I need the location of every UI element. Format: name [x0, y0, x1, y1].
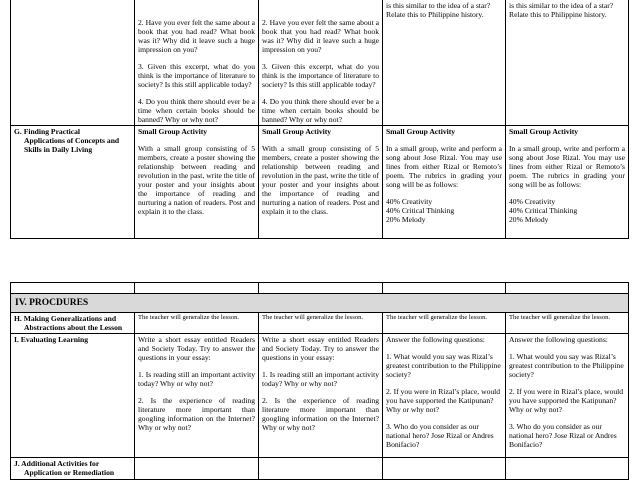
spacer-cell: [259, 283, 383, 294]
activity-title: Small Group Activity: [386, 127, 456, 136]
row-j-cell-2: [259, 458, 383, 480]
activity-title: Small Group Activity: [509, 127, 579, 136]
row-g-label-line3: Skills in Daily Living: [24, 145, 93, 154]
questions-row: [11, 0, 629, 126]
questions-cell-1: [135, 0, 259, 126]
answer-intro: Answer the following questions:: [386, 335, 485, 344]
rubric-item: 40% Creativity: [509, 197, 556, 206]
activity-title: Small Group Activity: [262, 127, 332, 136]
row-i-cell-1: [135, 334, 259, 458]
row-g-cell-4: [506, 126, 629, 239]
row-h-label-line2: Abstractions about the Lesson: [24, 323, 123, 332]
section-heading: [11, 294, 629, 313]
star-question: is this similar to the idea of a star? Relate this to Philippine history.: [509, 1, 614, 19]
spacer-cell: [383, 283, 506, 294]
row-h-label: [11, 313, 135, 334]
answer-question-3: 3. Who do you consider as our national hero? Jose Rizal or Andres Bonifacio?: [509, 422, 617, 449]
row-i-cell-4: [506, 334, 629, 458]
spacer-row: [11, 283, 629, 294]
rubric-item: 40% Critical Thinking: [386, 206, 455, 215]
row-g-label: [11, 126, 135, 239]
row-j-label-line2: Application or Remediation: [24, 468, 115, 477]
rubric-item: 40% Creativity: [386, 197, 433, 206]
row-i-cell-2: [259, 334, 383, 458]
question-3: 3. Given this excerpt, what do you think is the importance of literature to society? Is this still applicable today?: [138, 62, 255, 89]
row-h-cell-2: The teacher will generalize the lesson.: [259, 313, 383, 334]
questions-cell-3: [383, 0, 506, 126]
essay-question-1: 1. Is reading still an important activity today? Why or why not?: [262, 370, 379, 388]
essay-question-2: 2. Is the experience of reading literature more important than googling information on the Internet? Why or why not?: [262, 396, 379, 432]
row-j-cell-3: [383, 458, 506, 480]
answer-question-2: 2. If you were in Rizal’s place, would you have supported the Katipunan? Why or why not?: [509, 387, 624, 414]
answer-question-1: 1. What would you say was Rizal’s greatest contribution to the Philippine society?: [386, 352, 501, 379]
row-h: [11, 313, 629, 334]
row-g: [11, 126, 629, 239]
activity-title: Small Group Activity: [138, 127, 208, 136]
section-number: IV.: [15, 298, 27, 308]
questions-cell-4: [506, 0, 629, 126]
row-j-label: [11, 458, 135, 480]
row-i: [11, 334, 629, 458]
row-h-cell-4: The teacher will generalize the lesson.: [506, 313, 629, 334]
section-heading-row: [11, 294, 629, 313]
song-task: In a small group, write and perform a song about Jose Rizal. You may use lines from either Rizal or Remoto’s poem. The rubrics in grading your song will be as follows:: [509, 144, 625, 189]
row-h-cell-1: The teacher will generalize the lesson.: [135, 313, 259, 334]
row-h-cell-3: The teacher will generalize the lesson.: [383, 313, 506, 334]
star-question: is this similar to the idea of a star? Relate this to Philippine history.: [386, 1, 491, 19]
row-h-label-line1: H. Making Generalizations and: [14, 314, 117, 323]
row-j-cell-1: [135, 458, 259, 480]
lesson-table-procedures: [10, 282, 629, 480]
essay-intro: Write a short essay entitled Readers and Society Today. Try to answer the questions in your essay:: [138, 335, 255, 362]
answer-question-1: 1. What would you say was Rizal’s greatest contribution to the Philippine society?: [509, 352, 624, 379]
section-title: PROCDURES: [29, 298, 89, 308]
rubric-item: 20% Melody: [386, 215, 426, 224]
row-g-cell-2: [259, 126, 383, 239]
question-4: 4. Do you think there should ever be a time when certain books should be banned? Why or why not?: [138, 97, 255, 124]
spacer-cell: [506, 283, 629, 294]
essay-question-2: 2. Is the experience of reading literature more important than googling information on the Internet? Why or why not?: [138, 396, 255, 432]
row-j: [11, 458, 629, 480]
spacer-cell: [11, 283, 135, 294]
row-g-cell-3: [383, 126, 506, 239]
poster-task: With a small group consisting of 5 members, create a poster showing the relationship between reading and revolution in the past, write the title of your poster and your insights about the importance of reading and nurturing a nation of readers. Post and explain it to the class.: [138, 144, 255, 216]
lesson-table-upper: [10, 0, 629, 239]
spacer-cell: [135, 283, 259, 294]
row-g-label-line2: Applications of Concepts and: [24, 136, 120, 145]
poster-task: With a small group consisting of 5 members, create a poster showing the relationship between reading and revolution in the past, write the title of your poster and your insights about the importance of reading and nurturing a nation of readers. Post and explain it to the class.: [262, 144, 379, 216]
question-3: 3. Given this excerpt, what do you think is the importance of literature to society? Is this still applicable today?: [262, 62, 379, 89]
song-task: In a small group, write and perform a song about Jose Rizal. You may use lines from either Rizal or Remoto’s poem. The rubrics in grading your song will be as follows:: [386, 144, 502, 189]
questions-label-cell: [11, 0, 135, 126]
question-4: 4. Do you think there should ever be a time when certain books should be banned? Why or why not?: [262, 97, 379, 124]
row-i-cell-3: [383, 334, 506, 458]
answer-question-3: 3. Who do you consider as our national hero? Jose Rizal or Andres Bonifacio?: [386, 422, 494, 449]
questions-cell-2: [259, 0, 383, 126]
rubric-item: 20% Melody: [509, 215, 549, 224]
answer-question-2: 2. If you were in Rizal’s place, would you have supported the Katipunan? Why or why not?: [386, 387, 501, 414]
question-2: 2. Have you ever felt the same about a book that you had read? What book was it? Why did it leave such a huge impression on you?: [138, 18, 255, 54]
row-g-label-line1: G. Finding Practical: [14, 127, 81, 136]
question-2: 2. Have you ever felt the same about a book that you had read? What book was it? Why did it leave such a huge impression on you?: [262, 18, 379, 54]
essay-question-1: 1. Is reading still an important activity today? Why or why not?: [138, 370, 255, 388]
row-j-cell-4: [506, 458, 629, 480]
rubric-item: 40% Critical Thinking: [509, 206, 578, 215]
row-j-label-line1: J. Additional Activities for: [14, 459, 100, 468]
answer-intro: Answer the following questions:: [509, 335, 608, 344]
row-g-cell-1: [135, 126, 259, 239]
row-i-label: I. Evaluating Learning: [11, 334, 135, 458]
essay-intro: Write a short essay entitled Readers and Society Today. Try to answer the questions in your essay:: [262, 335, 379, 362]
